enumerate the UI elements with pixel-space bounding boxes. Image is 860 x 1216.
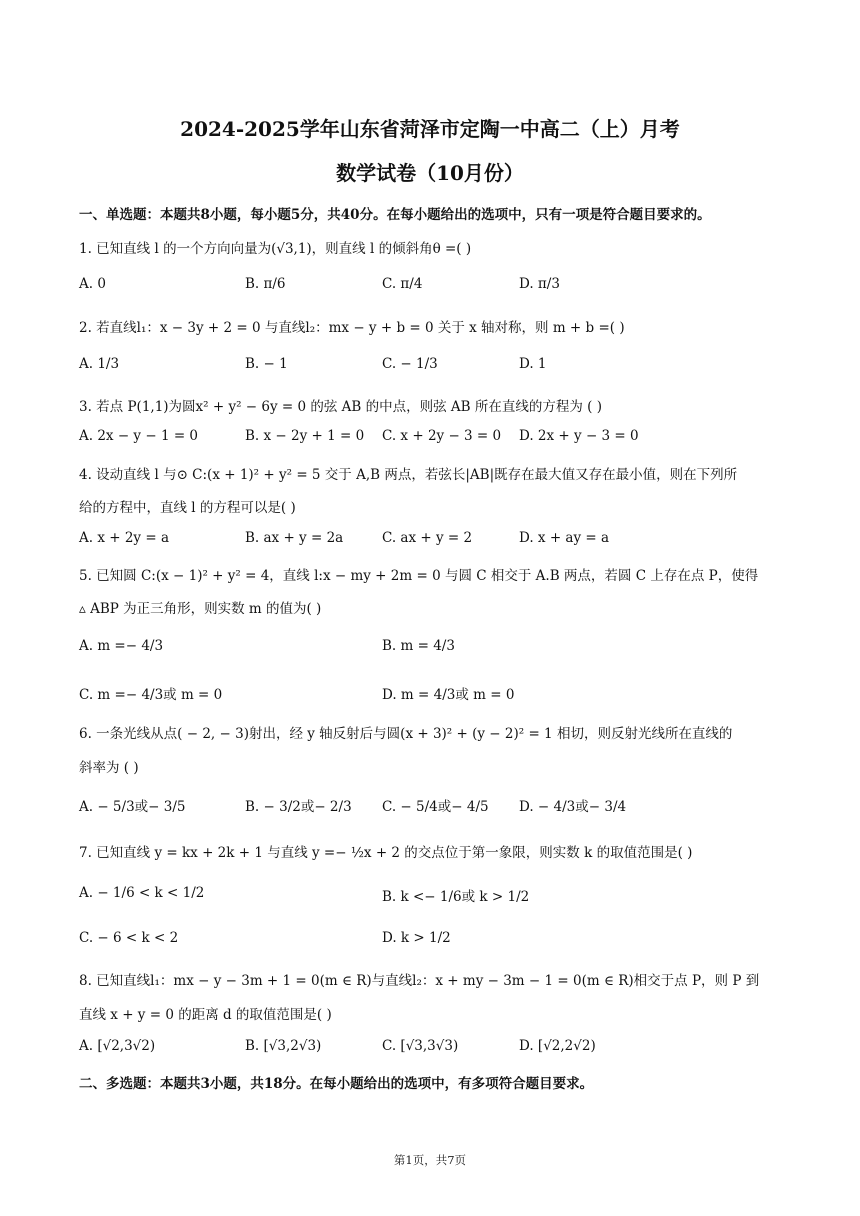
question-3-option-a: A. 2x − y − 1 = 0: [79, 428, 199, 444]
question-1-option-c: C. π/4: [382, 276, 423, 292]
question-7-option-b: B. k <− 1/6或 k > 1/2: [382, 889, 530, 905]
question-1-option-d: D. π/3: [519, 276, 560, 292]
question-4-stem-line2: 给的方程中，直线 l 的方程可以是( ): [79, 500, 296, 516]
page-footer: 第1页，共7页: [393, 1153, 467, 1167]
question-4-option-b: B. ax + y = 2a: [245, 530, 344, 546]
question-6-stem-line1: 6. 一条光线从点( − 2, − 3)射出，经 y 轴反射后与圆(x + 3)² + (y − 2)² = 1 相切，则反射光线所在直线的: [79, 726, 733, 742]
exam-title-line2: 数学试卷（10月份）: [336, 161, 524, 185]
question-6-option-c: C. − 5/4或− 4/5: [382, 799, 489, 815]
exam-title-line1: 2024-2025学年山东省菏泽市定陶一中高二（上）月考: [180, 117, 680, 141]
question-3-stem: 3. 若点 P(1,1)为圆x² + y² − 6y = 0 的弦 AB 的中点，则弦 AB 所在直线的方程为 ( ): [79, 399, 603, 415]
question-2-option-b: B. − 1: [245, 356, 288, 372]
question-8-stem-line1: 8. 已知直线l₁：mx − y − 3m + 1 = 0(m ∈ R)与直线l₂：x + my − 3m − 1 = 0(m ∈ R)相交于点 P，则 P 到: [79, 973, 760, 989]
question-7-option-a: A. − 1/6 < k < 1/2: [79, 885, 205, 901]
section-heading-single-choice: 一、单选题：本题共8小题，每小题5分，共40分。在每小题给出的选项中，只有一项是符合题目要求的。: [79, 207, 711, 223]
question-1-option-a: A. 0: [79, 276, 106, 292]
question-5-option-b: B. m = 4/3: [382, 638, 455, 654]
question-8-option-d: D. [√2,2√2): [519, 1038, 596, 1054]
question-5-option-d: D. m = 4/3或 m = 0: [382, 687, 515, 703]
question-1-stem: 1. 已知直线 l 的一个方向向量为(√3,1)，则直线 l 的倾斜角θ =( ): [79, 241, 472, 257]
question-2-option-d: D. 1: [519, 356, 547, 372]
question-4-stem-line1: 4. 设动直线 l 与⊙ C:(x + 1)² + y² = 5 交于 A,B 两点，若弦长|AB|既存在最大值又存在最小值，则在下列所: [79, 467, 738, 483]
question-3-option-b: B. x − 2y + 1 = 0: [245, 428, 365, 444]
question-2-option-a: A. 1/3: [79, 356, 120, 372]
question-3-option-d: D. 2x + y − 3 = 0: [519, 428, 639, 444]
question-3-option-c: C. x + 2y − 3 = 0: [382, 428, 502, 444]
question-6-option-b: B. − 3/2或− 2/3: [245, 799, 352, 815]
question-2-stem: 2. 若直线l₁：x − 3y + 2 = 0 与直线l₂：mx − y + b = 0 关于 x 轴对称，则 m + b =( ): [79, 320, 625, 336]
question-6-stem-line2: 斜率为 ( ): [79, 760, 139, 776]
question-8-option-a: A. [√2,3√2): [79, 1038, 156, 1054]
question-8-option-b: B. [√3,2√3): [245, 1038, 322, 1054]
question-5-stem-line1: 5. 已知圆 C:(x − 1)² + y² = 4，直线 l:x − my + 2m = 0 与圆 C 相交于 A.B 两点，若圆 C 上存在点 P，使得: [79, 568, 759, 584]
question-4-option-d: D. x + ay = a: [519, 530, 610, 546]
question-1-option-b: B. π/6: [245, 276, 286, 292]
question-4-option-a: A. x + 2y = a: [79, 530, 169, 546]
question-8-option-c: C. [√3,3√3): [382, 1038, 459, 1054]
question-5-stem-line2: ▵ ABP 为正三角形，则实数 m 的值为( ): [79, 601, 322, 617]
question-6-option-a: A. − 5/3或− 3/5: [79, 799, 186, 815]
question-2-option-c: C. − 1/3: [382, 356, 438, 372]
question-8-stem-line2: 直线 x + y = 0 的距离 d 的取值范围是( ): [79, 1007, 332, 1023]
question-7-option-c: C. − 6 < k < 2: [79, 930, 179, 946]
section-heading-multiple-choice: 二、多选题：本题共3小题，共18分。在每小题给出的选项中，有多项符合题目要求。: [79, 1076, 594, 1092]
question-7-stem: 7. 已知直线 y = kx + 2k + 1 与直线 y =− ½x + 2 的交点位于第一象限，则实数 k 的取值范围是( ): [79, 845, 693, 861]
question-5-option-a: A. m =− 4/3: [79, 638, 164, 654]
question-4-option-c: C. ax + y = 2: [382, 530, 473, 546]
question-7-option-d: D. k > 1/2: [382, 930, 451, 946]
question-5-option-c: C. m =− 4/3或 m = 0: [79, 687, 223, 703]
question-6-option-d: D. − 4/3或− 3/4: [519, 799, 627, 815]
